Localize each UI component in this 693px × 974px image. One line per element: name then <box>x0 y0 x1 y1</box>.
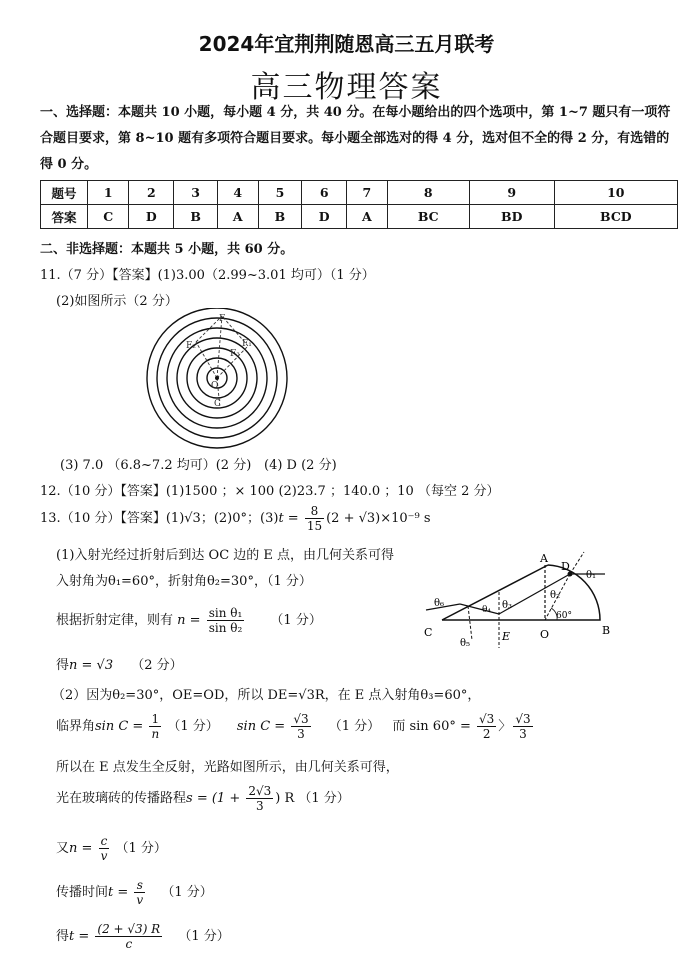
fig11-label-f3: F₃ <box>230 349 240 359</box>
s-equals: s = (1 + <box>186 791 241 806</box>
fig13-label-theta1: θ₁ <box>586 570 597 581</box>
table-cell: 7 <box>347 181 387 205</box>
table-cell: C <box>88 205 129 229</box>
q13-answer <box>40 504 431 534</box>
optics-figure <box>420 548 650 658</box>
result-prefix: 得 <box>56 658 70 673</box>
fig13-label-d: D <box>561 560 570 573</box>
table-cell: 6 <box>302 181 347 205</box>
t-equals: t = <box>278 511 299 526</box>
s-over-v: $\frac{s}{v}$ <box>136 878 144 907</box>
answer-table <box>40 180 678 229</box>
fig13-label-theta3: θ₃ <box>502 600 513 611</box>
sqrt3-over-3: $\frac{√3}{3}$ <box>293 712 309 741</box>
critical-score-1: （1 分） <box>167 719 219 734</box>
q13-ans2: ；(2)0°；(3) <box>200 511 279 526</box>
q12-answer: 12.（10 分）【答案】(1)1500 ；× 100 (2)23.7 ；140.0 ；10 （每空 2 分） <box>40 484 500 499</box>
q11-answer-4: (4) D (2 分) <box>264 458 337 473</box>
final-prefix: 得 <box>56 929 70 944</box>
q13-final-line <box>56 922 230 951</box>
sinc-eq-1: sin C = <box>95 719 144 734</box>
table-cell: 3 <box>174 181 218 205</box>
fig13-label-60deg: 60° <box>556 611 572 621</box>
q13-p1b: 入射角为θ₁=60°，折射角θ₂=30°，（1 分） <box>56 574 312 589</box>
table-cell: BD <box>469 205 554 229</box>
table-cell: 5 <box>258 181 302 205</box>
table-cell: BC <box>387 205 469 229</box>
path-prefix: 光在玻璃砖的传播路程 <box>56 791 187 806</box>
q11-answer-2: (2)如图所示（2 分） <box>56 294 178 309</box>
t-equals-2: t = <box>108 885 129 900</box>
fig13-label-theta5: θ₅ <box>460 638 471 649</box>
q13-head: 13.（10 分）【答案】(1) <box>40 511 185 526</box>
table-cell: 8 <box>387 181 469 205</box>
fig11-label-f: F <box>219 314 226 324</box>
q13-n-cv <box>56 834 167 863</box>
q13-snell <box>56 606 322 635</box>
fig11-label-c: C <box>214 399 221 409</box>
fig11-label-o: O <box>211 381 219 391</box>
q11-answer-3: (3) 7.0 （6.8~7.2 均可）(2 分) <box>60 458 252 473</box>
fig13-label-theta4: θ₄ <box>482 605 492 615</box>
q13-ans1: √3 <box>184 511 201 526</box>
table-row-answers <box>41 205 678 229</box>
final-score: （1 分） <box>178 929 230 944</box>
table-cell: A <box>347 205 387 229</box>
table-row-numbers <box>41 181 678 205</box>
n-equals: n = <box>177 613 201 628</box>
exam-title: 2024年宜荆荆随恩高三五月联考 <box>198 32 495 56</box>
snell-score: （1 分） <box>270 613 322 628</box>
section1-intro: 一、选择题：本题共 10 小题，每小题 4 分，共 40 分。在每小题给出的四个选项中，第 1~7 题只有一项符合题目要求，第 8~10 题有多项符合题目要求。每小题全部选对的得 4 分，选对但不全的得 2 分，有选错的得 0 分。 <box>40 105 671 172</box>
fraction-8-15: $\frac{8}{15}$ <box>306 504 323 533</box>
table-cell: 2 <box>129 181 174 205</box>
fig13-label-theta6: θ₆ <box>434 598 445 609</box>
q13-p1a: (1)入射光经过折射后到达 OC 边的 E 点，由几何关系可得 <box>56 548 395 563</box>
ncv-prefix: 又 <box>56 841 70 856</box>
path-fraction: $\frac{2√3}{3}$ <box>248 784 272 813</box>
table-cell: B <box>258 205 302 229</box>
q13-p2c: 所以在 E 点发生全反射，光路如图所示，由几何关系可得， <box>56 760 399 775</box>
q13-time-line <box>56 878 213 907</box>
ncv-score: （1 分） <box>115 841 167 856</box>
sqrt3-over-2: $\frac{√3}{2}$ <box>479 712 495 741</box>
table-cell: B <box>174 205 218 229</box>
t-equals-3: t = <box>69 929 90 944</box>
answer-title: 高三物理答案 <box>250 70 443 105</box>
snell-prefix: 根据折射定律，则有 <box>56 613 174 628</box>
concentric-circles-figure <box>140 308 300 456</box>
time-prefix: 传播时间 <box>56 885 109 900</box>
table-cell: 9 <box>469 181 554 205</box>
table-cell: 10 <box>554 181 677 205</box>
table-header-answer: 答案 <box>41 205 88 229</box>
fig13-label-e: E <box>502 630 511 643</box>
sqrt3-over-3-b: $\frac{√3}{3}$ <box>515 712 531 741</box>
q13-p2a: （2）因为θ₂=30°，OE=OD，所以 DE=√3R，在 E 点入射角θ₃=60°， <box>52 688 481 703</box>
q13-n-result <box>56 654 183 673</box>
q11-answer-1: 11.（7 分）【答案】(1)3.00（2.99~3.01 均可）（1 分） <box>40 268 375 283</box>
table-cell: 4 <box>218 181 258 205</box>
table-header-number: 题号 <box>41 181 88 205</box>
sin60-eq: sin 60° = <box>409 719 471 734</box>
snell-fraction: $\frac{\text{sin θ₁}}{\text{sin θ₂}}$ <box>208 606 243 635</box>
n-result: n = √3 <box>69 658 114 673</box>
table-cell: 1 <box>88 181 129 205</box>
n-equals-2: n = <box>69 841 93 856</box>
fig13-label-c: C <box>424 626 433 639</box>
critical-fraction: $\frac{1}{n}$ <box>151 712 160 741</box>
fig11-label-f1: F₁ <box>242 339 252 349</box>
fig13-label-a: A <box>540 552 548 565</box>
sinc-eq-2: sin C = <box>236 719 286 734</box>
path-tail: ) R （1 分） <box>275 791 350 806</box>
fig13-label-o: O <box>540 628 550 641</box>
c-over-v: $\frac{c}{v}$ <box>100 834 108 863</box>
fig11-label-f2: F₂ <box>186 341 196 351</box>
q13-critical-line <box>56 712 535 741</box>
final-fraction: $\frac{(2 + √3) R}{c}$ <box>97 922 161 951</box>
q13-ans3-tail: (2 + √3)×10⁻⁹ s <box>326 511 431 526</box>
q13-path-line <box>56 784 350 813</box>
fig13-label-theta2: θ₂ <box>550 590 561 601</box>
greater-than: 〉 <box>498 719 512 734</box>
section2-intro: 二、非选择题：本题共 5 小题，共 60 分。 <box>40 242 294 257</box>
table-cell: D <box>302 205 347 229</box>
table-cell: A <box>218 205 258 229</box>
result-score: （2 分） <box>131 658 183 673</box>
table-cell: BCD <box>554 205 677 229</box>
table-cell: D <box>129 205 174 229</box>
critical-mid: 而 <box>392 719 406 734</box>
critical-score-2: （1 分） <box>328 719 381 734</box>
fig13-label-b: B <box>602 624 611 637</box>
critical-prefix: 临界角 <box>56 719 96 734</box>
time-score: （1 分） <box>161 885 213 900</box>
